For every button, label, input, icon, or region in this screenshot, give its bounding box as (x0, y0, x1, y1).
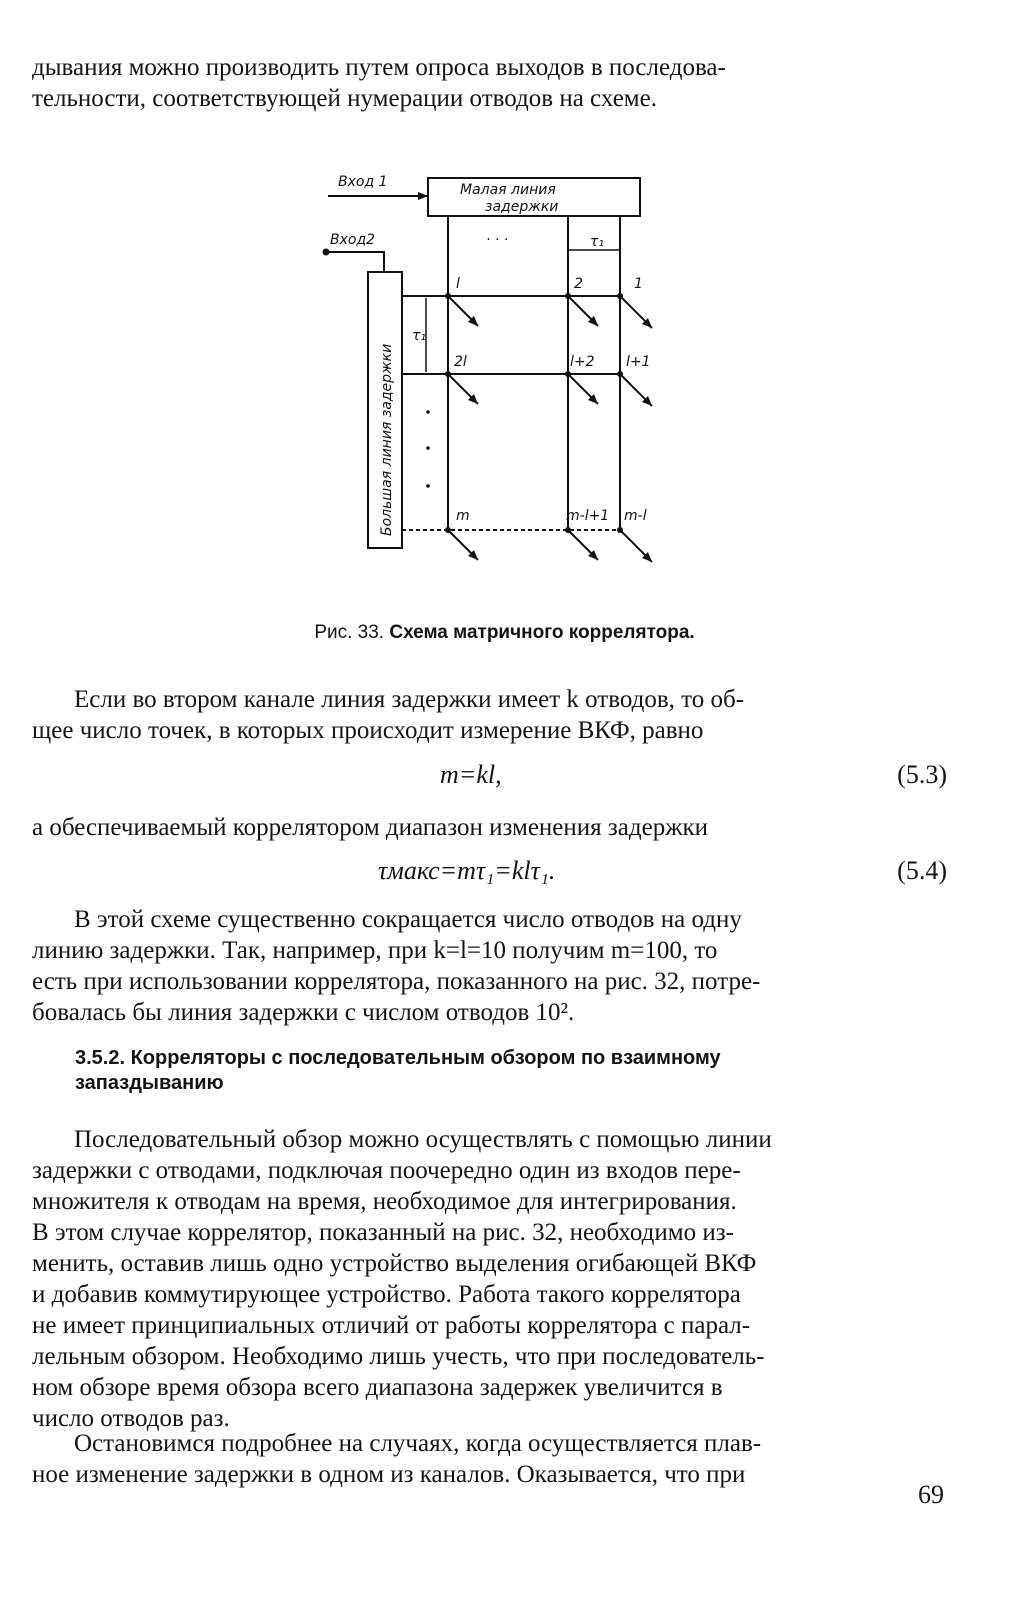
text-line: щее число точек, в которых происходит измерение ВКФ, равно (32, 717, 704, 744)
paragraph (32, 812, 948, 843)
text-line: а обеспечиваемый коррелятором диапазон изменения задержки (32, 814, 708, 841)
section-heading (75, 1046, 935, 1096)
text-line: число отводов раз. (32, 1405, 230, 1432)
intro-paragraph (32, 52, 948, 114)
text-line: не имеет принципиальных отличий от работы коррелятора с парал- (32, 1312, 751, 1339)
text-line: В этом случае коррелятор, показанный на рис. 32, необходимо из- (32, 1219, 734, 1246)
text-line: ное изменение задержки в одном из каналов. Оказывается, что при (32, 1461, 746, 1488)
text-line: Остановимся подробнее на случаях, когда осуществляется плав- (74, 1430, 762, 1457)
caption-prefix: Рис. 33. (314, 622, 385, 643)
node-label: m-l+1 (566, 508, 610, 524)
text-line: линию задержки. Так, например, при k=l=10 получим m=100, то (32, 937, 718, 964)
input2-label: Вход2 (330, 232, 376, 248)
heading-line: 3.5.2. Корреляторы с последовательным обзором по взаимному (75, 1047, 721, 1069)
text-line: Последовательный обзор можно осуществлять с помощью линии (74, 1126, 772, 1153)
node-label: l (456, 276, 460, 292)
correlator-diagram (300, 160, 680, 580)
text-line: лельным обзором. Необходимо лишь учесть, что при последователь- (32, 1343, 765, 1370)
tau-vertical-label: τ₁ (412, 328, 427, 344)
paragraph (32, 904, 948, 1028)
paragraph (32, 684, 948, 746)
text-line: дывания можно производить путем опроса выходов в последова- (32, 54, 726, 81)
text-line: тельности, соответствующей нумерации отводов на схеме. (32, 85, 657, 112)
big-line-label: Большая линия задержки (379, 343, 395, 536)
node-label: l+2 (570, 354, 595, 370)
small-line-label: Малая линия (460, 182, 556, 198)
figure-caption (0, 622, 1009, 644)
caption-text: Схема матричного коррелятора. (389, 622, 695, 643)
paragraph (32, 1124, 948, 1434)
equation-number: (5.3) (897, 760, 947, 789)
small-line-label-2: задержки (485, 199, 559, 215)
text-line: менить, оставив лишь одно устройство выделения огибающей ВКФ (32, 1250, 757, 1277)
input1-label: Вход 1 (338, 174, 388, 190)
node-label: 2l (454, 354, 467, 370)
text-line: ном обзоре время обзора всего диапазона задержек увеличится в (32, 1374, 723, 1401)
node-label: l+1 (626, 354, 651, 370)
page-number: 69 (918, 1480, 944, 1509)
text-line: Если во втором канале линия задержки имеет k отводов, то об- (74, 686, 745, 713)
text-line: бовалась бы линия задержки с числом отводов 10². (32, 999, 575, 1026)
text-line: множителя к отводам на время, необходимое для интегрирования. (32, 1188, 737, 1215)
text-line: задержки с отводами, подключая поочередно один из входов пере- (32, 1157, 741, 1184)
equation-formula: m=kl, (440, 760, 502, 789)
text-line: и добавив коммутирующее устройство. Работа такого коррелятора (32, 1281, 741, 1308)
node-label: m (456, 508, 470, 524)
heading-line: запаздыванию (75, 1072, 224, 1094)
paragraph (32, 1428, 948, 1490)
tau-horizontal-label: τ₁ (590, 234, 605, 250)
node-label: 1 (634, 276, 643, 292)
equation-number: (5.4) (897, 856, 947, 885)
text-line: В этой схеме существенно сокращается число отводов на одну (74, 906, 742, 933)
horizontal-ellipsis: · · · (486, 232, 509, 248)
text-line: есть при использовании коррелятора, показанного на рис. 32, потре- (32, 968, 761, 995)
matrix-correlator-figure (300, 160, 680, 580)
node-label: m-l (624, 508, 647, 524)
node-label: 2 (574, 276, 583, 292)
equation-formula: τмакс=mτ₁=klτ₁. (378, 856, 556, 885)
